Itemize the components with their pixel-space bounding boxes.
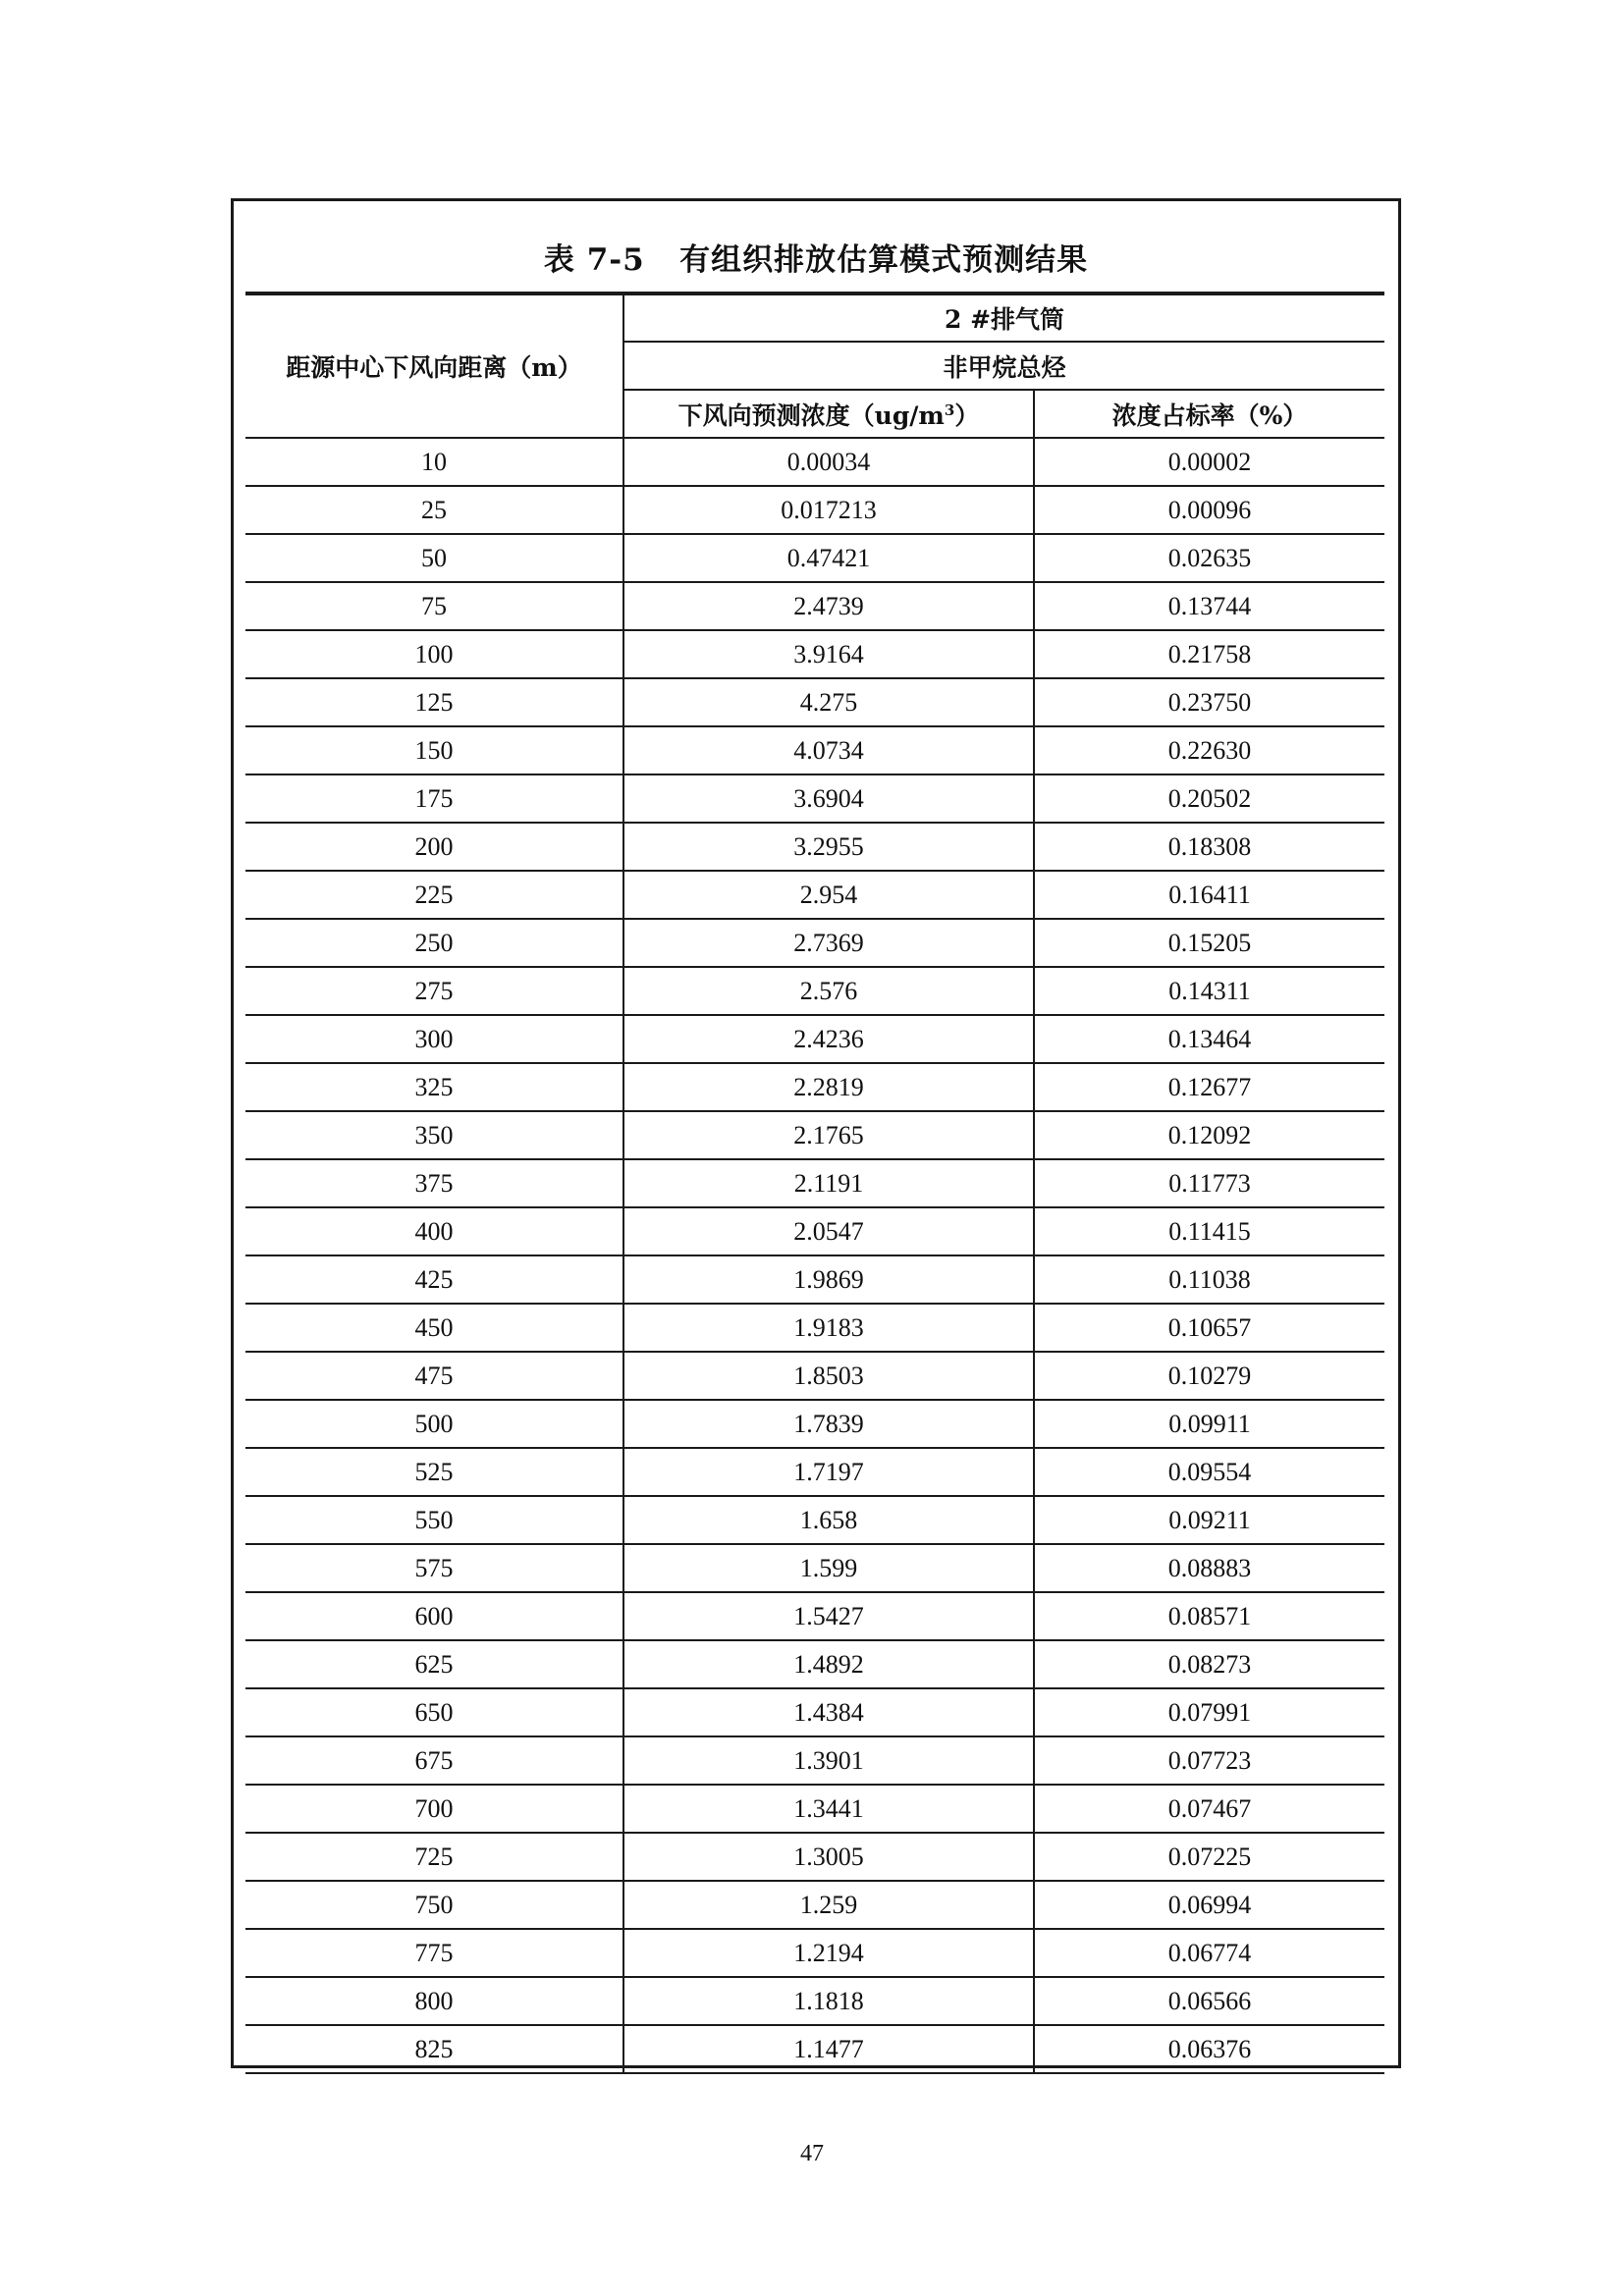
cell-distance: 725 [245, 1833, 623, 1881]
cell-concentration: 1.5427 [623, 1592, 1034, 1640]
table-frame [231, 198, 1401, 2068]
table-row [245, 1448, 1384, 1496]
table-row [245, 823, 1384, 871]
cell-distance: 825 [245, 2025, 623, 2073]
table-row [245, 630, 1384, 678]
header-concentration [623, 390, 1034, 438]
cell-concentration: 3.6904 [623, 774, 1034, 823]
cell-concentration: 1.9869 [623, 1255, 1034, 1304]
cell-ratio: 0.09211 [1034, 1496, 1384, 1544]
cell-concentration: 1.9183 [623, 1304, 1034, 1352]
cell-concentration: 1.3441 [623, 1785, 1034, 1833]
table-row [245, 1929, 1384, 1977]
cell-ratio: 0.10279 [1034, 1352, 1384, 1400]
cell-distance: 150 [245, 726, 623, 774]
table-row [245, 1496, 1384, 1544]
header-concentration-text: 下风向预测浓度（ug/m [677, 400, 945, 430]
table-row [245, 1640, 1384, 1688]
cell-distance: 100 [245, 630, 623, 678]
table-row [245, 871, 1384, 919]
cell-distance: 575 [245, 1544, 623, 1592]
cell-ratio: 0.06994 [1034, 1881, 1384, 1929]
cell-distance: 625 [245, 1640, 623, 1688]
table-row [245, 726, 1384, 774]
cell-concentration: 1.7197 [623, 1448, 1034, 1496]
cell-concentration: 2.7369 [623, 919, 1034, 967]
cell-ratio: 0.02635 [1034, 534, 1384, 582]
cell-concentration: 2.576 [623, 967, 1034, 1015]
table-row [245, 1111, 1384, 1159]
cell-distance: 300 [245, 1015, 623, 1063]
cell-distance: 200 [245, 823, 623, 871]
cell-concentration: 1.8503 [623, 1352, 1034, 1400]
cell-concentration: 1.1818 [623, 1977, 1034, 2025]
table-row [245, 1544, 1384, 1592]
cell-concentration: 2.954 [623, 871, 1034, 919]
cell-ratio: 0.13744 [1034, 582, 1384, 630]
cell-distance: 400 [245, 1207, 623, 1255]
cell-ratio: 0.12677 [1034, 1063, 1384, 1111]
table-row [245, 1159, 1384, 1207]
cell-distance: 675 [245, 1736, 623, 1785]
cell-concentration: 1.3005 [623, 1833, 1034, 1881]
table-row [245, 967, 1384, 1015]
cell-ratio: 0.08273 [1034, 1640, 1384, 1688]
cell-distance: 225 [245, 871, 623, 919]
cell-concentration: 1.2194 [623, 1929, 1034, 1977]
header-distance: 距源中心下风向距离（m） [245, 294, 623, 438]
cell-ratio: 0.11038 [1034, 1255, 1384, 1304]
cell-ratio: 0.07991 [1034, 1688, 1384, 1736]
cell-ratio: 0.09911 [1034, 1400, 1384, 1448]
cell-distance: 650 [245, 1688, 623, 1736]
cell-concentration: 2.1765 [623, 1111, 1034, 1159]
cell-ratio: 0.14311 [1034, 967, 1384, 1015]
cell-concentration: 1.599 [623, 1544, 1034, 1592]
cell-distance: 250 [245, 919, 623, 967]
page-number: 47 [800, 2141, 824, 2166]
cell-distance: 10 [245, 438, 623, 486]
cell-concentration: 0.47421 [623, 534, 1034, 582]
table-row [245, 1833, 1384, 1881]
cell-distance: 75 [245, 582, 623, 630]
header-concentration-suffix: ） [954, 400, 980, 430]
table-row [245, 438, 1384, 486]
table-row [245, 1592, 1384, 1640]
cell-distance: 700 [245, 1785, 623, 1833]
cell-concentration: 0.00034 [623, 438, 1034, 486]
cell-ratio: 0.11415 [1034, 1207, 1384, 1255]
cell-concentration: 1.1477 [623, 2025, 1034, 2073]
prediction-results-table [245, 292, 1384, 2074]
cell-ratio: 0.11773 [1034, 1159, 1384, 1207]
table-row [245, 1304, 1384, 1352]
cell-distance: 550 [245, 1496, 623, 1544]
cell-ratio: 0.06566 [1034, 1977, 1384, 2025]
cell-distance: 375 [245, 1159, 623, 1207]
cell-ratio: 0.08883 [1034, 1544, 1384, 1592]
table-row [245, 1785, 1384, 1833]
cell-distance: 800 [245, 1977, 623, 2025]
table-body [245, 438, 1384, 2073]
cell-distance: 275 [245, 967, 623, 1015]
cell-concentration: 2.4739 [623, 582, 1034, 630]
cell-concentration: 2.2819 [623, 1063, 1034, 1111]
cell-ratio: 0.06376 [1034, 2025, 1384, 2073]
cell-ratio: 0.21758 [1034, 630, 1384, 678]
cell-distance: 50 [245, 534, 623, 582]
cell-distance: 775 [245, 1929, 623, 1977]
cell-concentration: 3.2955 [623, 823, 1034, 871]
header-pollutant: 非甲烷总烃 [623, 342, 1384, 390]
cell-ratio: 0.00096 [1034, 486, 1384, 534]
cell-concentration: 1.4892 [623, 1640, 1034, 1688]
cell-concentration: 1.259 [623, 1881, 1034, 1929]
cell-ratio: 0.18308 [1034, 823, 1384, 871]
cell-ratio: 0.12092 [1034, 1111, 1384, 1159]
cell-ratio: 0.08571 [1034, 1592, 1384, 1640]
cell-concentration: 3.9164 [623, 630, 1034, 678]
table-row [245, 1255, 1384, 1304]
table-row [245, 1015, 1384, 1063]
cell-ratio: 0.15205 [1034, 919, 1384, 967]
header-ratio: 浓度占标率（%） [1034, 390, 1384, 438]
cell-distance: 475 [245, 1352, 623, 1400]
cell-distance: 600 [245, 1592, 623, 1640]
table-row [245, 2025, 1384, 2073]
cell-ratio: 0.00002 [1034, 438, 1384, 486]
table-row [245, 919, 1384, 967]
cell-ratio: 0.06774 [1034, 1929, 1384, 1977]
cell-ratio: 0.07225 [1034, 1833, 1384, 1881]
cell-ratio: 0.09554 [1034, 1448, 1384, 1496]
table-row [245, 1063, 1384, 1111]
cell-ratio: 0.07467 [1034, 1785, 1384, 1833]
cell-distance: 325 [245, 1063, 623, 1111]
cell-ratio: 0.16411 [1034, 871, 1384, 919]
table-row [245, 534, 1384, 582]
table-row [245, 774, 1384, 823]
cell-concentration: 2.0547 [623, 1207, 1034, 1255]
cell-distance: 450 [245, 1304, 623, 1352]
table-row [245, 1207, 1384, 1255]
cell-distance: 25 [245, 486, 623, 534]
cell-concentration: 1.4384 [623, 1688, 1034, 1736]
header-concentration-superscript: 3 [944, 400, 955, 419]
cell-concentration: 2.1191 [623, 1159, 1034, 1207]
cell-ratio: 0.07723 [1034, 1736, 1384, 1785]
cell-concentration: 4.0734 [623, 726, 1034, 774]
cell-distance: 750 [245, 1881, 623, 1929]
table-row [245, 1977, 1384, 2025]
cell-distance: 425 [245, 1255, 623, 1304]
cell-concentration: 1.3901 [623, 1736, 1034, 1785]
cell-concentration: 0.017213 [623, 486, 1034, 534]
table-row [245, 1400, 1384, 1448]
table-row [245, 486, 1384, 534]
table-title: 表 7-5 有组织排放估算模式预测结果 [543, 242, 1089, 278]
cell-ratio: 0.20502 [1034, 774, 1384, 823]
cell-distance: 175 [245, 774, 623, 823]
cell-concentration: 2.4236 [623, 1015, 1034, 1063]
cell-ratio: 0.10657 [1034, 1304, 1384, 1352]
table-row [245, 1881, 1384, 1929]
cell-distance: 125 [245, 678, 623, 726]
cell-ratio: 0.23750 [1034, 678, 1384, 726]
cell-distance: 500 [245, 1400, 623, 1448]
header-exhaust-stack: 2 #排气筒 [623, 294, 1384, 342]
cell-concentration: 4.275 [623, 678, 1034, 726]
table-row [245, 1736, 1384, 1785]
cell-concentration: 1.7839 [623, 1400, 1034, 1448]
header-row-source [245, 294, 1384, 342]
cell-concentration: 1.658 [623, 1496, 1034, 1544]
cell-distance: 525 [245, 1448, 623, 1496]
cell-ratio: 0.22630 [1034, 726, 1384, 774]
cell-distance: 350 [245, 1111, 623, 1159]
table-row [245, 1352, 1384, 1400]
table-row [245, 1688, 1384, 1736]
table-row [245, 582, 1384, 630]
cell-ratio: 0.13464 [1034, 1015, 1384, 1063]
table-row [245, 678, 1384, 726]
